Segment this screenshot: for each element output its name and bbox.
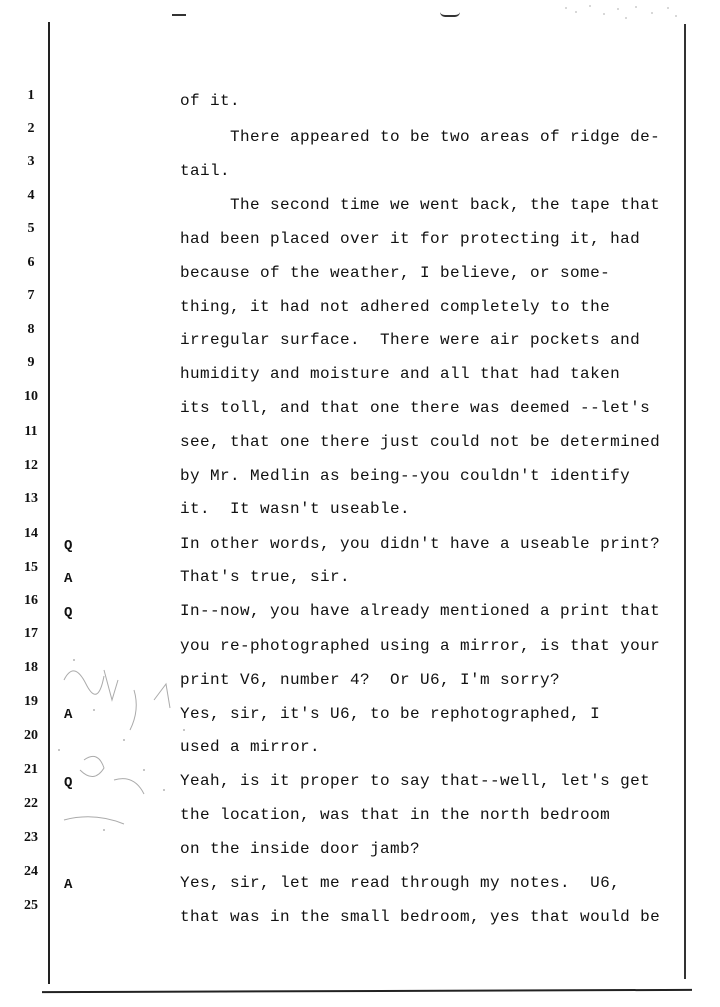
line-number: 2 bbox=[27, 121, 35, 136]
stamp-smudge bbox=[556, 0, 686, 24]
transcript-line: In other words, you didn't have a useable print? bbox=[180, 535, 661, 553]
top-mark bbox=[440, 12, 460, 17]
line-number: 17 bbox=[24, 626, 38, 641]
speaker-question: Q bbox=[64, 605, 73, 621]
line-number: 4 bbox=[27, 188, 35, 203]
transcript-line: print V6, number 4? Or U6, I'm sorry? bbox=[180, 671, 561, 689]
line-number: 3 bbox=[27, 154, 35, 169]
line-number: 7 bbox=[27, 288, 35, 303]
transcript-line: humidity and moisture and all that had taken bbox=[180, 365, 621, 383]
transcript-line: Yes, sir, let me read through my notes. U6, bbox=[180, 874, 621, 892]
line-number: 10 bbox=[24, 389, 38, 404]
transcript-line: that was in the small bedroom, yes that would be bbox=[180, 908, 661, 926]
speaker-answer: A bbox=[64, 877, 73, 893]
line-number: 5 bbox=[27, 221, 35, 236]
transcript-line: tail. bbox=[180, 162, 231, 180]
transcript-line: because of the weather, I believe, or some- bbox=[180, 264, 611, 282]
line-number: 24 bbox=[24, 864, 38, 879]
transcript-line: on the inside door jamb? bbox=[180, 840, 421, 858]
transcript-line: its toll, and that one there was deemed --let's bbox=[180, 399, 651, 417]
line-number: 23 bbox=[24, 830, 38, 845]
speaker-answer: A bbox=[64, 571, 73, 587]
transcript-line: The second time we went back, the tape that bbox=[180, 196, 661, 214]
transcript-line: Yes, sir, it's U6, to be rephotographed, I bbox=[180, 705, 601, 723]
line-number: 8 bbox=[27, 322, 35, 337]
transcript-line: used a mirror. bbox=[180, 738, 321, 756]
transcript-line: Yeah, is it proper to say that--well, let's get bbox=[180, 772, 651, 790]
line-number: 20 bbox=[24, 728, 38, 743]
line-number: 13 bbox=[24, 491, 38, 506]
line-number: 14 bbox=[24, 526, 38, 541]
line-number: 9 bbox=[27, 355, 35, 370]
transcript-line: the location, was that in the north bedroom bbox=[180, 806, 611, 824]
transcript-line: of it. bbox=[180, 92, 241, 110]
speaker-question: Q bbox=[64, 538, 73, 554]
transcript-line: you re-photographed using a mirror, is that your bbox=[180, 637, 661, 655]
line-number: 6 bbox=[27, 255, 35, 270]
transcript-line: by Mr. Medlin as being--you couldn't identify bbox=[180, 467, 631, 485]
line-number: 18 bbox=[24, 660, 38, 675]
line-number: 25 bbox=[24, 898, 38, 913]
transcript-line: In--now, you have already mentioned a print that bbox=[180, 602, 661, 620]
speaker-answer: A bbox=[64, 707, 73, 723]
right-margin-rule bbox=[684, 24, 686, 979]
transcript-line: see, that one there just could not be determined bbox=[180, 433, 661, 451]
line-number: 19 bbox=[24, 694, 38, 709]
transcript-line: had been placed over it for protecting it, had bbox=[180, 230, 641, 248]
line-number: 12 bbox=[24, 458, 38, 473]
line-number: 1 bbox=[27, 88, 35, 103]
transcript-line: There appeared to be two areas of ridge de- bbox=[180, 128, 661, 146]
speaker-question: Q bbox=[64, 775, 73, 791]
transcript-line: thing, it had not adhered completely to the bbox=[180, 298, 611, 316]
line-number: 11 bbox=[24, 424, 38, 439]
line-number: 16 bbox=[24, 593, 38, 608]
line-number: 21 bbox=[24, 762, 38, 777]
transcript-line: it. It wasn't useable. bbox=[180, 500, 411, 518]
corner-stamp bbox=[556, 0, 686, 24]
bottom-margin-rule bbox=[42, 989, 692, 993]
line-number: 22 bbox=[24, 796, 38, 811]
transcript-line: irregular surface. There were air pockets and bbox=[180, 331, 641, 349]
transcript-line: That's true, sir. bbox=[180, 568, 351, 586]
line-number: 15 bbox=[24, 560, 38, 575]
top-mark bbox=[172, 14, 186, 16]
